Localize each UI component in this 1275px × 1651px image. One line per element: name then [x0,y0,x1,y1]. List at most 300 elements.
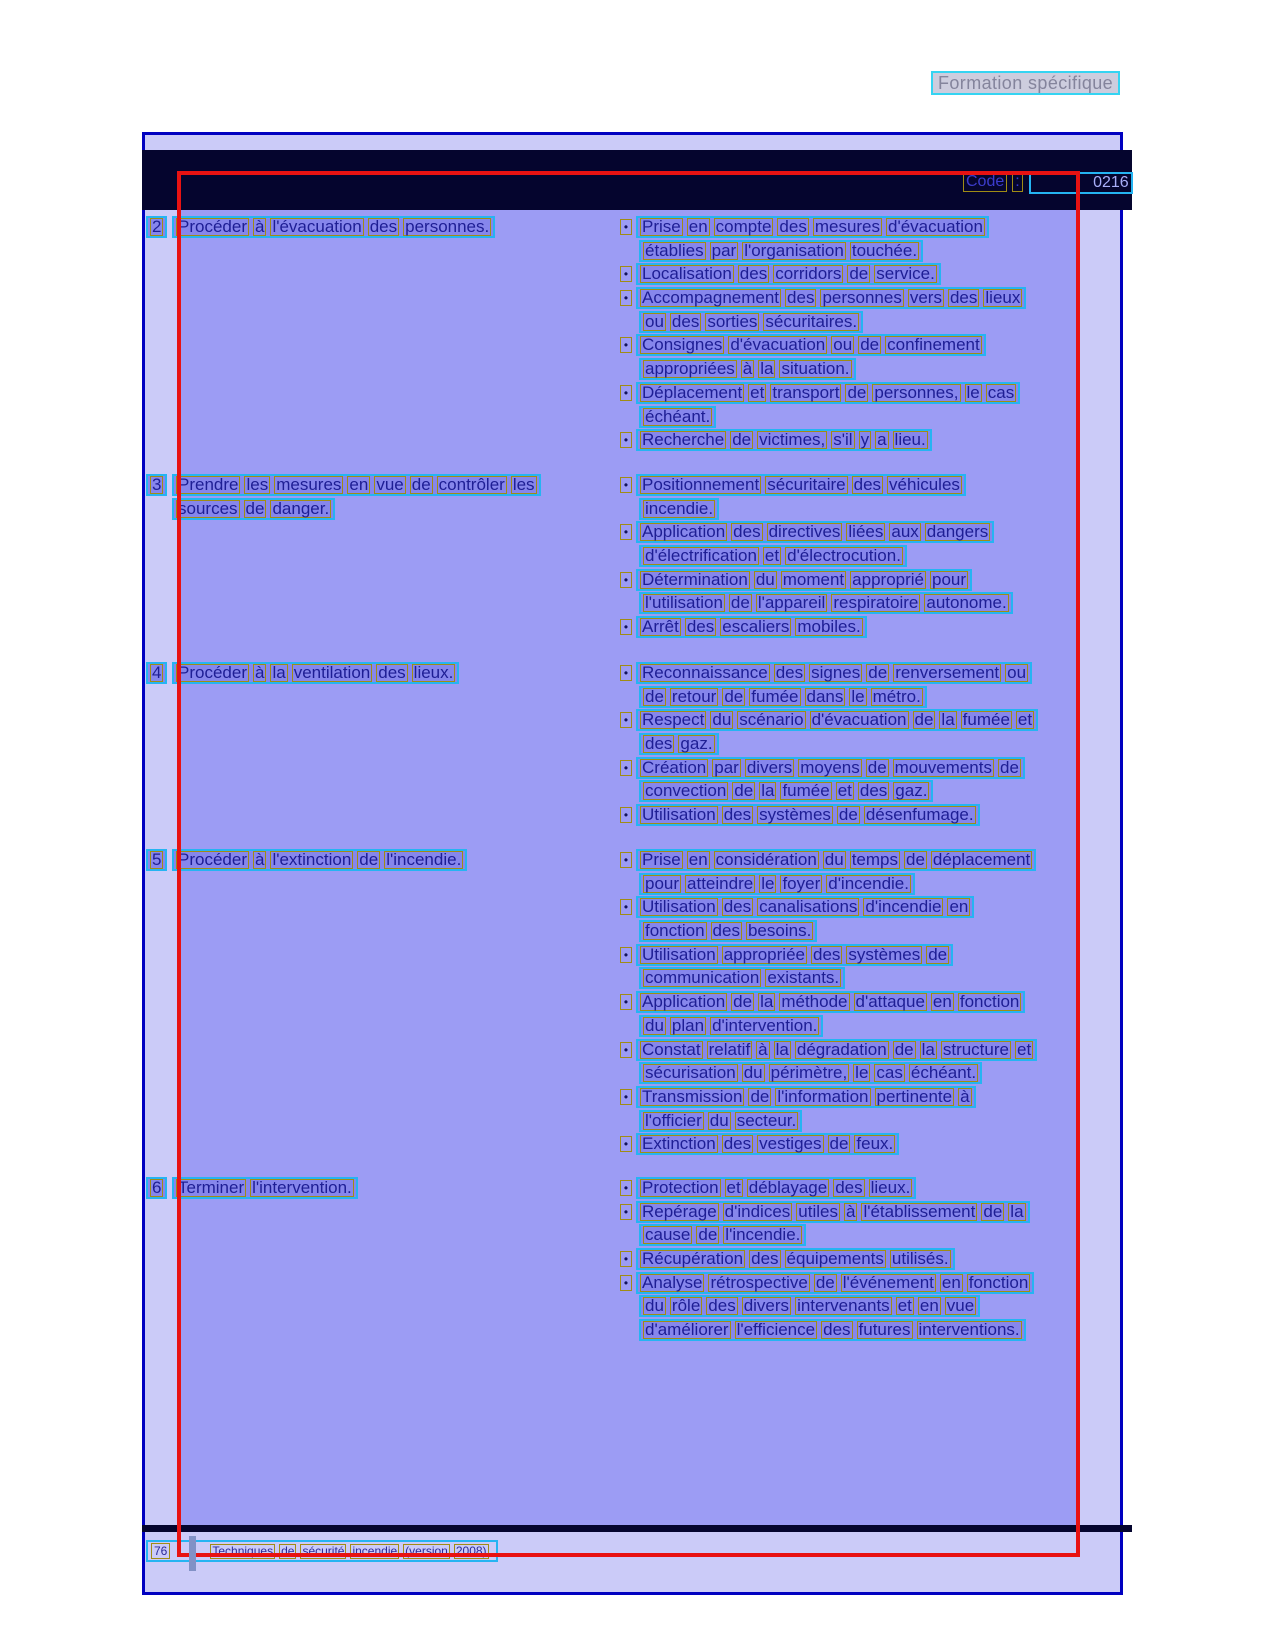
word-box: signes [811,663,861,682]
word-box: de [868,663,888,682]
bullet-line [620,1295,1034,1319]
ocr-line-box [636,1248,955,1270]
word-box: en [949,897,969,917]
word-box: Repérage [642,1201,717,1221]
word-box: du [755,569,775,589]
word-box: ou [645,311,664,331]
word-box: de [894,1039,914,1059]
section-number [146,849,167,871]
section-title-line [172,474,541,498]
word-box: des [723,805,752,825]
bullet-line [620,382,1026,406]
footer-text-line [146,1540,498,1562]
ocr-line-box [636,849,1036,871]
word-box: à [742,359,753,379]
word-box: relatif [708,1039,751,1059]
section-bullets [620,662,1038,828]
ocr-line-box [639,733,719,755]
word-box: la [921,1039,935,1059]
section-title [172,474,541,521]
word-box: l'intervention. [252,1178,352,1197]
ocr-line-box [639,920,817,942]
section-title-line [172,216,495,240]
code-label: Code [963,172,1007,192]
word-box: de [245,498,265,518]
bullet-line [620,920,1037,944]
section-title-line [172,662,459,686]
word-box: par [714,757,739,777]
word-box: Déplacement [642,382,743,402]
word-box: de [733,992,753,1012]
word-box: ou [1007,663,1027,682]
ocr-line-box [636,616,867,638]
word-box: 5 [152,850,162,869]
bullet-line [620,216,1026,240]
ocr-line-box [172,1177,358,1199]
word-box: foyer [782,873,821,893]
word-box: Protection [642,1178,719,1197]
word-box: escaliers [722,617,790,637]
word-box: retour [671,686,717,706]
ocr-line-box [636,709,1038,731]
word-box: du [743,1063,763,1083]
word-box: du [645,1296,664,1316]
bullet-line [620,569,1013,593]
word-box: de [999,757,1019,777]
word-box: l'évacuation [272,217,362,236]
word-box: feux. [856,1134,894,1154]
word-box: véhicules [889,475,960,494]
word-box: autonome. [926,593,1007,613]
word-box: d'indices [724,1201,791,1221]
bullet-marker: • [620,807,632,823]
word-box: personnes, [874,382,959,402]
word-box: des [723,897,752,917]
word-box: Positionnement [642,475,760,494]
word-box: Extinction [642,1134,716,1154]
ocr-line-box [636,662,1032,684]
word-box: des [723,1134,752,1154]
ocr-line-box [639,1062,982,1084]
word-box: l'information [777,1086,869,1106]
word-box: de [411,475,431,494]
word-box: échéant. [645,406,711,426]
word-box: renversement [895,663,1000,682]
word-box: lieux. [870,1178,911,1197]
bullet-line [620,406,1026,430]
word-box: du [709,1110,729,1130]
ocr-line-box [146,474,167,496]
word-box: du [645,1015,664,1035]
bullet-marker: • [620,477,632,493]
word-box: situation. [781,359,850,379]
word-box: la [760,992,774,1012]
word-box: intervenants [797,1296,890,1316]
word-box: Reconnaissance [642,663,768,682]
word-box: transport [772,382,840,402]
word-box: de [906,850,925,869]
word-box: de [867,757,887,777]
word-box: ou [833,335,853,355]
word-box: et [764,546,780,566]
word-box: a [877,430,887,450]
ocr-line-box [636,991,1025,1013]
word-box: Recherche [642,430,725,450]
word-box: et [1017,710,1033,730]
word-box: service. [876,264,935,284]
bullet-line [620,1177,1034,1201]
word-box: de [914,710,934,730]
word-box: l'appareil [757,593,826,613]
ocr-line-box [172,849,467,871]
bullet-marker: • [620,290,632,306]
word-box: Prise [642,850,681,869]
word-box: déblayage [748,1178,828,1197]
word-box: Prendre [178,475,239,494]
word-box: à [254,850,265,869]
bullet-line [620,358,1026,382]
word-box: aux [891,522,919,542]
word-box: besoins. [747,921,812,941]
ocr-line-box [639,545,907,567]
bullet-line [620,849,1037,873]
word-box: Prise [642,217,681,236]
word-box: périmètre, [770,1063,848,1083]
word-box: des [708,1296,736,1316]
ocr-line-box [636,382,1020,404]
word-box: ventilation [293,663,371,682]
word-box: en [349,475,369,494]
word-box: du [824,850,844,869]
word-box: personnes. [405,217,490,236]
bullet-marker: • [620,1251,632,1267]
ocr-line-box [636,429,932,451]
word-box: des [835,1178,863,1197]
word-box: Application [642,522,726,542]
word-box: déplacement [932,850,1031,869]
word-box: de [645,686,664,706]
bullet-line [620,1133,1037,1157]
bullet-marker: • [620,337,632,353]
word-box: l'extinction [272,850,352,869]
bullet-line [620,662,1038,686]
word-box: 2008) [455,1543,487,1558]
word-box: équipements [786,1249,884,1269]
word-box: des [787,288,815,308]
section-number [146,662,167,684]
word-box: des [859,781,888,801]
word-box: sorties [707,311,758,331]
bullet-line [620,311,1026,335]
word-box: pour [645,873,680,893]
word-box: échéant. [910,1063,977,1083]
word-box: danger. [272,498,330,518]
ocr-line-box [639,686,927,708]
word-box: convection [645,781,727,801]
bullet-marker: • [620,760,632,776]
word-box: d'incendie [865,897,942,917]
word-box: de [281,1543,295,1558]
word-box: vers [909,288,942,308]
section-bullets [620,849,1037,1157]
word-box: la [941,710,955,730]
bullet-line [620,1319,1034,1343]
word-box: compte [715,217,772,236]
ocr-line-box [146,216,167,238]
word-box: de [732,430,752,450]
ocr-line-box [636,334,986,356]
word-box: des [686,617,715,637]
word-box: touchée. [851,240,918,260]
word-box: et [750,382,765,402]
section-number [146,474,167,496]
word-box: de [849,264,869,284]
word-box: de [359,850,379,869]
word-box: vestiges [759,1134,822,1154]
bullet-marker: • [620,524,632,540]
word-box: Arrêt [642,617,679,637]
word-box: de [829,1134,849,1154]
word-box: Terminer [178,1178,245,1197]
ocr-line-box [639,1110,802,1132]
word-box: de [724,686,744,706]
word-box: de [983,1201,1003,1221]
ocr-line-box [636,287,1026,309]
ocr-line-box [636,1133,899,1155]
word-box: les [246,475,269,494]
word-box: à [758,1039,768,1059]
word-box: mouvements [894,757,992,777]
section-title-line [172,849,467,873]
word-box: Consignes [642,335,723,355]
word-box: le [855,1063,869,1083]
section-title-line [172,1177,358,1201]
word-box: l'incendie. [725,1225,801,1245]
word-box: la [775,1039,789,1059]
word-box: personnes [822,288,902,308]
word-box: pertinente [876,1086,953,1106]
word-box: directives [768,522,841,542]
bullet-line [620,804,1038,828]
word-box: de [928,944,948,964]
word-box: l'officier [645,1110,702,1130]
word-box: mesures [814,217,881,236]
word-box: l'établissement [863,1201,976,1221]
word-box: structure [942,1039,1009,1059]
word-box: Récupération [642,1249,744,1269]
word-box: fonction [968,1272,1029,1292]
word-box: appropriées [645,359,735,379]
bullet-line [620,1086,1037,1110]
section-bullets [620,216,1026,453]
word-box: du [712,710,732,730]
word-box: canalisations [759,897,858,917]
word-box: établies [645,240,704,260]
word-box: en [919,1296,939,1316]
ocr-line-box [636,944,953,966]
word-box: s'il [833,430,853,450]
bullet-line [620,592,1013,616]
word-box: Utilisation [642,805,716,825]
code-field [963,172,1133,194]
word-box: fumée [962,710,1010,730]
word-box: systèmes [848,944,921,964]
word-box: des [369,217,398,236]
word-box: respiratoire [833,593,919,613]
word-box: des [853,475,882,494]
word-box: de [847,382,867,402]
bullet-marker: • [620,572,632,588]
word-box: gaz. [680,734,713,754]
word-box: dangers [926,522,989,542]
word-box: en [688,850,708,869]
word-box: confinement [887,335,980,355]
word-box: Application [642,992,726,1012]
word-box: dans [806,686,844,706]
ocr-line-box [636,896,974,918]
section-bullets [620,474,1013,640]
word-box: plan [671,1015,705,1035]
word-box: gaz. [895,781,928,801]
ocr-line-box [636,804,980,826]
word-box: Procéder [178,850,247,869]
word-box: vue [376,475,404,494]
bullet-marker: • [620,266,632,282]
word-box: de [860,335,880,355]
ocr-line-box [636,216,989,238]
bullet-marker: • [620,1089,632,1105]
word-box: des [775,663,804,682]
ocr-line-box [146,849,167,871]
word-box: de [730,593,750,613]
word-box: Procéder [178,217,247,236]
word-box: d'évacuation [888,217,983,236]
ocr-line-box [146,1177,167,1199]
word-box: cause [645,1225,691,1245]
word-box: fumée [751,686,799,706]
word-box: la [761,781,775,801]
bullet-marker: • [620,432,632,448]
word-box: et [1016,1039,1032,1059]
word-box: Respect [642,710,705,730]
section-bullets [620,1177,1034,1343]
word-box: Procéder [178,663,247,682]
ocr-line-box [639,967,845,989]
word-box: mobiles. [797,617,861,637]
word-box: à [254,663,265,682]
word-box: des [823,1320,851,1340]
word-box: des [733,522,761,542]
section-title [172,849,467,873]
word-box: pour [932,569,967,589]
word-box: des [812,944,841,964]
code-colon: : [1012,172,1022,192]
word-box: lieux [985,288,1021,308]
footer-separator-bar [189,1536,196,1571]
ocr-line-box [639,311,863,333]
footer-page-number: 76 [151,1543,170,1559]
word-box: des [751,1249,779,1269]
ocr-line-box [639,1224,806,1246]
word-box: fonction [959,992,1020,1012]
word-box: en [932,992,952,1012]
bullet-line [620,263,1026,287]
word-box: dégradation [796,1039,887,1059]
word-box: rôle [671,1296,701,1316]
bullet-line [620,429,1026,453]
word-box: Création [642,757,707,777]
bullet-marker: • [620,1136,632,1152]
word-box: utilisés. [891,1249,949,1269]
word-box: de [698,1225,718,1245]
word-box: temps [851,850,898,869]
bullet-marker: • [620,1204,632,1220]
word-box: sécurisation [645,1063,736,1083]
word-box: d'incendie. [828,873,909,893]
ocr-line-box [636,1039,1037,1061]
word-box: communication [645,968,760,988]
word-box: de [838,805,858,825]
ocr-line-box [639,1295,980,1317]
ocr-line-box [146,662,167,684]
bullet-marker: • [620,947,632,963]
word-box: y [860,430,870,450]
bullet-line [620,1110,1037,1134]
word-box: rétrospective [710,1272,808,1292]
ocr-line-box [636,1177,916,1199]
footer-bar [142,1525,1132,1532]
word-box: des [645,734,673,754]
word-box: de [815,1272,835,1292]
ocr-line-box [172,216,495,238]
word-box: interventions. [918,1320,1020,1340]
bullet-line [620,616,1013,640]
word-box: victimes, [759,430,826,450]
word-box: l'utilisation [645,593,723,613]
word-box: considération [715,850,817,869]
word-box: existants. [767,968,840,988]
word-box: désenfumage. [865,805,974,825]
word-box: l'incendie. [386,850,462,869]
word-box: corridors [775,264,842,284]
word-box: d'évacuation [811,710,907,730]
word-box: des [739,264,768,284]
bullet-line [620,967,1037,991]
word-box: en [941,1272,961,1292]
ocr-line-box [636,263,941,285]
section-title [172,216,495,240]
word-box: 2 [152,217,162,236]
word-box: et [897,1296,912,1316]
word-box: liées [848,522,884,542]
word-box: à [845,1201,856,1221]
word-box: 3 [152,475,162,494]
word-box: d'attaque [855,992,925,1012]
word-box: Constat [642,1039,701,1059]
bullet-marker: • [620,899,632,915]
word-box: des [671,311,700,331]
bullet-line [620,521,1013,545]
bullet-line [620,709,1038,733]
word-box: cas [987,382,1015,402]
word-box: appropriée [723,944,805,964]
word-box: sécuritaires. [765,311,858,331]
ocr-line-box [172,662,459,684]
word-box: 6 [152,1178,162,1197]
word-box: Accompagnement [642,288,780,308]
word-box: des [378,663,406,682]
header-note: Formation spécifique [931,71,1120,95]
